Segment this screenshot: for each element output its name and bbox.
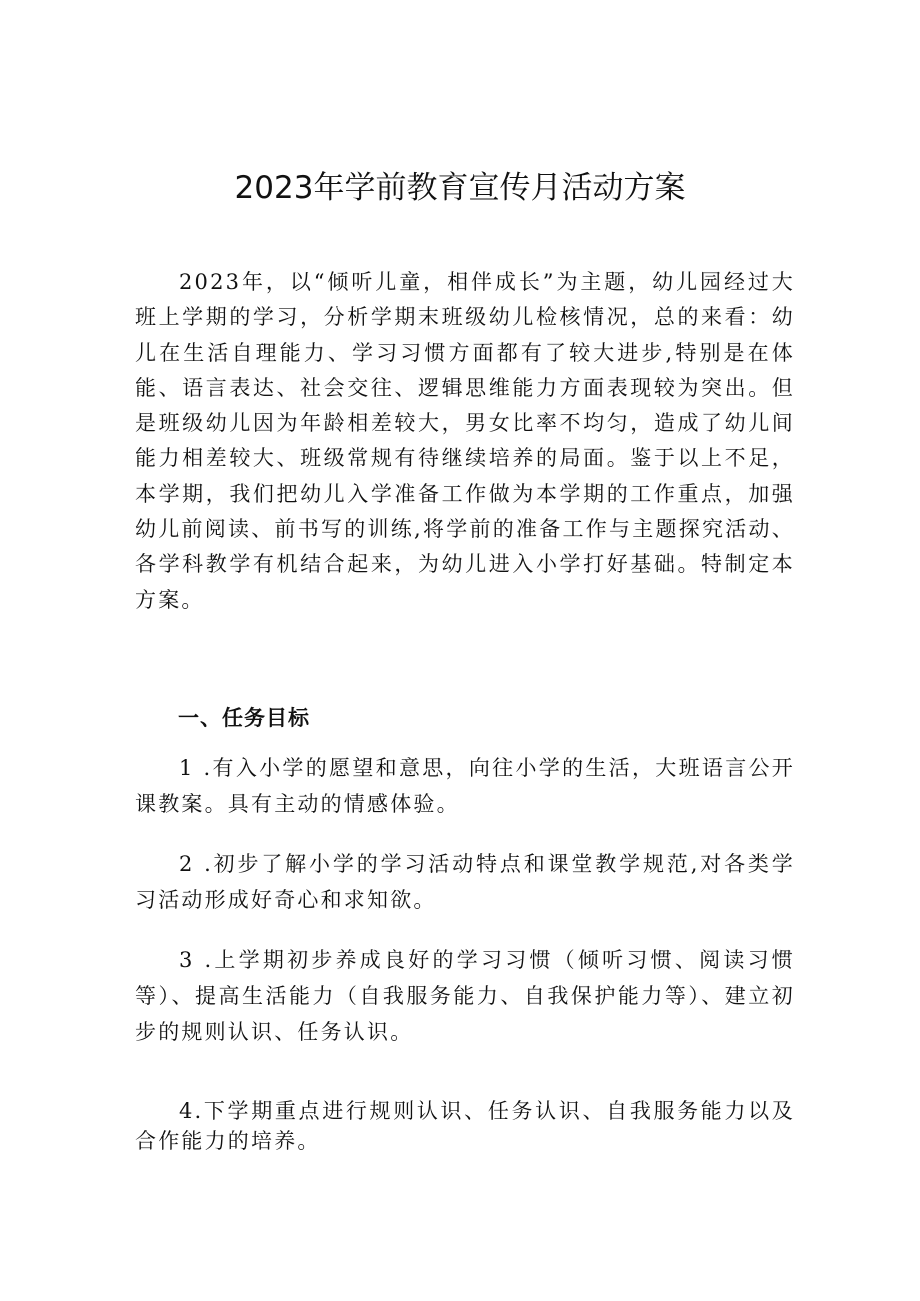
document-title: 2023年学前教育宣传月活动方案 (234, 170, 686, 206)
goal-item-1: 1 .有入小学的愿望和意思，向往小学的生活，大班语言公开课教案。具有主动的情感体验。 (135, 756, 795, 816)
goal-item-2: 2 .初步了解小学的学习活动特点和课堂教学规范,对各类学习活动形成好奇心和求知欲。 (135, 852, 795, 912)
section-heading-task-goals: 一、任务目标 (178, 706, 310, 730)
intro-paragraph: 2023年，以“倾听儿童，相伴成长”为主题，幼儿园经过大班上学期的学习，分析学期末班级幼儿检核情况，总的来看：幼儿在生活自理能力、学习习惯方面都有了较大进步,特别是在体能、语言表达、社会交往、逻辑思维能力方面表现较为突出。但是班级幼儿因为年龄相差较大，男女比率不均匀，造成了幼儿间能力相差较大、班级常规有待继续培养的局面。鉴于以上不足，本学期，我们把幼儿入学准备工作做为本学期的工作重点，加强幼儿前阅读、前书写的训练,将学前的准备工作与主题探究活动、各学科教学有机结合起来，为幼儿进入小学打好基础。特制定本方案。 (135, 270, 795, 612)
goal-item-4: 4.下学期重点进行规则认识、任务认识、自我服务能力以及合作能力的培养。 (135, 1099, 795, 1153)
goal-item-3: 3 .上学期初步养成良好的学习习惯（倾听习惯、阅读习惯等）、提高生活能力（自我服务能力、自我保护能力等）、建立初步的规则认识、任务认识。 (135, 948, 795, 1044)
